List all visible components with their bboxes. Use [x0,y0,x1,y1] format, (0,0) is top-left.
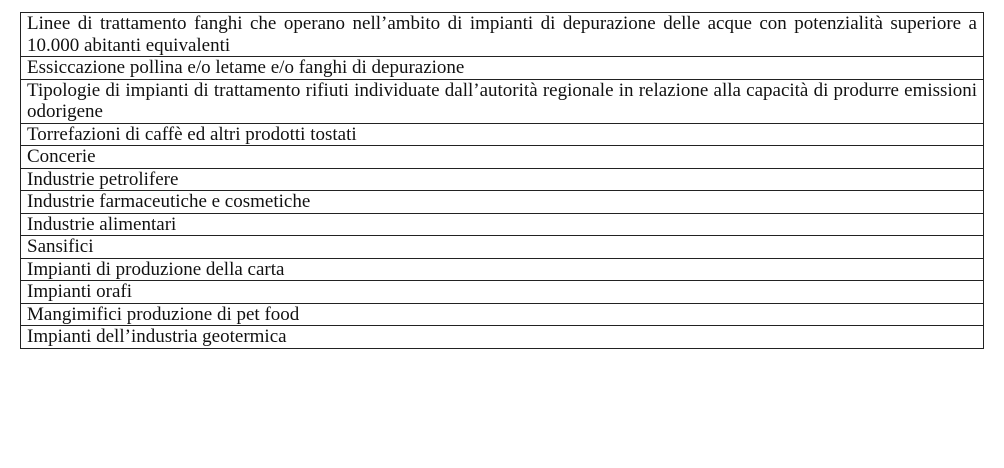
table-cell: Impianti dell’industria geotermica [21,326,984,349]
table-row [21,13,984,57]
table-row [21,213,984,236]
table-row [21,146,984,169]
table-row [21,79,984,123]
table-row [21,191,984,214]
table-cell: Impianti orafi [21,281,984,304]
table-row [21,258,984,281]
table-cell: Sansifici [21,236,984,259]
table-row [21,281,984,304]
table-cell: Industrie petrolifere [21,168,984,191]
table-row [21,326,984,349]
table-cell: Linee di trattamento fanghi che operano nell’ambito di impianti di depurazione delle acque con potenzialità superiore a 10.000 abitanti equivalenti [21,13,984,57]
table-cell: Impianti di produzione della carta [21,258,984,281]
table-cell: Industrie farmaceutiche e cosmetiche [21,191,984,214]
table-row [21,236,984,259]
table-cell: Mangimifici produzione di pet food [21,303,984,326]
table-row [21,303,984,326]
table-cell: Concerie [21,146,984,169]
table-cell: Industrie alimentari [21,213,984,236]
table-cell: Tipologie di impianti di trattamento rifiuti individuate dall’autorità regionale in relazione alla capacità di produrre emissioni odorigene [21,79,984,123]
table-row [21,123,984,146]
table-cell: Torrefazioni di caffè ed altri prodotti tostati [21,123,984,146]
table-row [21,57,984,80]
activities-table [20,12,984,349]
table-cell: Essiccazione pollina e/o letame e/o fanghi di depurazione [21,57,984,80]
table-row [21,168,984,191]
